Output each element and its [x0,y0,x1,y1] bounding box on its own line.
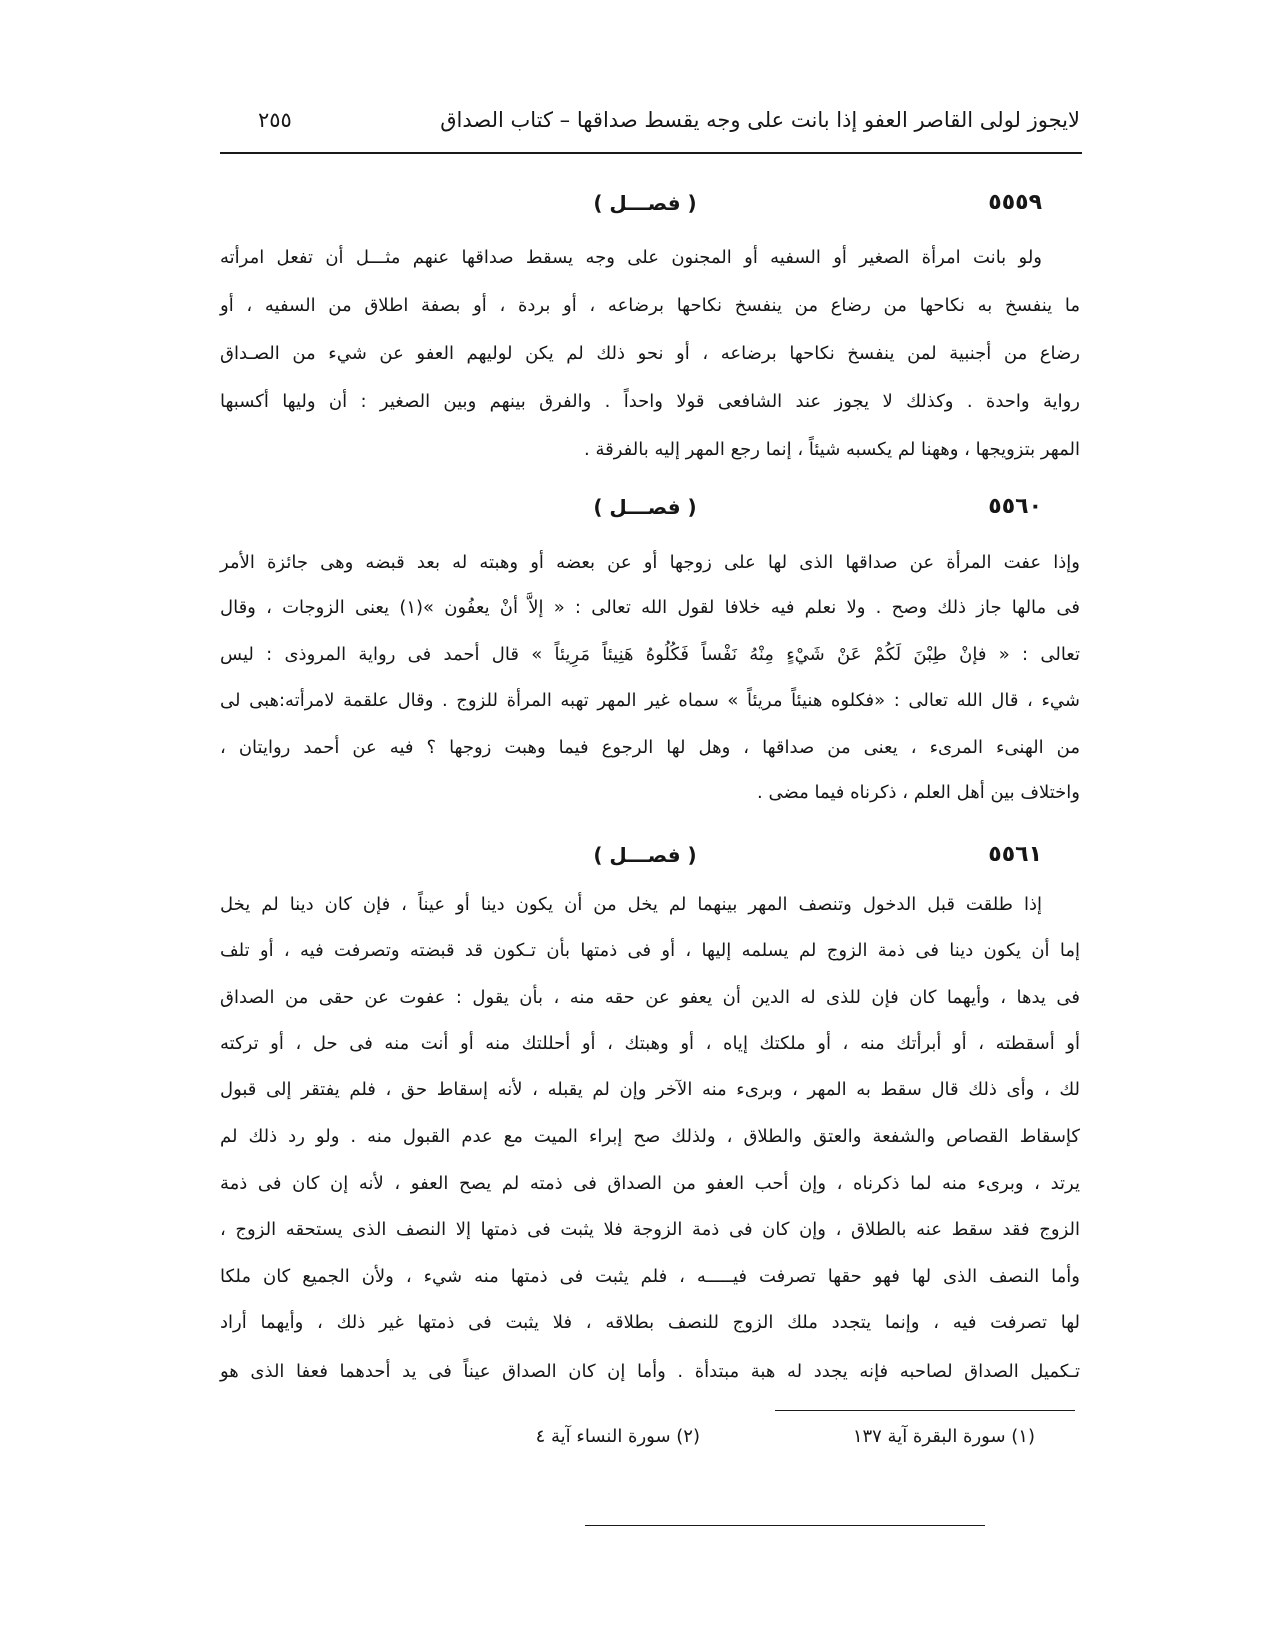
text-line: تـكميل الصداق لصاحبه فإنه يجدد له هبة مبتدأة . وأما إن كان الصداق عيناً فى يد أحدهما فعفا الذى هو [220,1361,1080,1382]
header-rule [220,152,1082,154]
text-line: وإذا عفت المرأة عن صداقها الذى لها على زوجها أو عن بعضه أو وهبته له بعد قبضه وهى جائزة الأمر [220,552,1080,573]
bottom-rule [585,1525,985,1526]
section-heading: ( فصـــل ) [593,843,697,867]
section-number: ٥٥٦٠ [988,494,1042,519]
text-line: يرتد ، وبرىء منه لما ذكرناه ، وإن أحب العفو من الصداق فى ذمته لم يصح العفو ، لأنه إن كان فى ذمة [220,1173,1080,1194]
text-line: المهر بتزويجها ، وههنا لم يكسبه شيئاً ، إنما رجع المهر إليه بالفرقة . [584,439,1080,460]
text-line: ولو بانت امرأة الصغير أو السفيه أو المجنون على وجه يسقط صداقها عنهم مثـــل أن تفعل امرأته [220,247,1042,268]
text-line: أو أسقطته ، أو أبرأتك منه ، أو ملكتك إياه ، أو وهبتك ، أو أحللتك منه أو أنت منه فى حل ، أو تركته [220,1033,1080,1054]
section-heading: ( فصـــل ) [593,495,697,519]
text-line: فى يدها ، وأيهما كان فإن للذى له الدين أن يعفو عن حقه منه ، بأن يقول : عفوت عن حقى من الصداق [220,987,1080,1008]
text-line: تعالى : « فإنْ طِبْنَ لَكُمْ عَنْ شَيْءٍ مِنْهُ نَفْساً فَكُلُوهُ هَنِيئاً مَرِيئاً » قال أحمد فى رواية المروذى : ليس [220,644,1080,665]
text-line: من الهنىء المرىء ، يعنى من صداقها ، وهل لها الرجوع فيما وهبت زوجها ؟ فيه عن أحمد روايتان ، [220,737,1080,758]
text-line: إما أن يكون دينا فى ذمة الزوج لم يسلمه إليها ، أو فى ذمتها بأن تـكون قد قبضته وتصرفت فيه ، أو تلف [220,940,1080,961]
footnote-rule [775,1410,1075,1411]
footnote-1: (١) سورة البقرة آية ١٣٧ [852,1426,1035,1447]
footnote-2: (٢) سورة النساء آية ٤ [535,1426,700,1447]
text-line: رواية واحدة . وكذلك لا يجوز عند الشافعى قولا واحداً . والفرق بينهم وبين الصغير : أن وليها أكسبها [220,391,1080,412]
section-number: ٥٥٦١ [988,842,1042,867]
page-number: ٢٥٥ [258,108,292,132]
section-heading: ( فصـــل ) [593,191,697,215]
text-line: واختلاف بين أهل العلم ، ذكرناه فيما مضى . [757,782,1080,803]
text-line: شيء ، قال الله تعالى : «فكلوه هنيئاً مريئاً » سماه غير المهر تهبه المرأة للزوج . وقال علقمة لامرأته:هبى لى [220,690,1080,711]
text-line: لك ، وأى ذلك قال سقط به المهر ، وبرىء منه الآخر وإن لم يقبله ، لأنه إسقاط حق ، فلم يفتقر إلى قبول [220,1079,1080,1100]
text-line: كإسقاط القصاص والشفعة والعتق والطلاق ، ولذلك صح إبراء الميت مع عدم القبول منه . ولو رد ذلك لم [220,1126,1080,1147]
text-line: ما ينفسخ به نكاحها من رضاع من ينفسخ نكاحها برضاعه ، أو بردة ، أو بصفة اطلاق من السفيه ، أو [220,295,1080,316]
text-line: لها تصرفت فيه ، وإنما يتجدد ملك الزوج للنصف بطلاقه ، فلا يثبت فى ذمتها غير ذلك ، وأيهما أراد [220,1312,1080,1333]
text-line: الزوج فقد سقط عنه بالطلاق ، وإن كان فى ذمة الزوجة فلا يثبت فى ذمتها إلا النصف الذى يستحقه الزوج ، [220,1219,1080,1240]
section-number: ٥٥٥٩ [988,190,1042,215]
text-line: وأما النصف الذى لها فهو حقها تصرفت فيـــــه ، فلم يثبت فى ذمتها منه شيء ، ولأن الجميع كان ملكا [220,1266,1080,1287]
text-line: إذا طلقت قبل الدخول وتنصف المهر بينهما لم يخل من أن يكون دينا أو عيناً ، فإن كان دينا لم يخل [220,894,1042,915]
running-header-title: لايجوز لولى القاصر العفو إذا بانت على وجه يقسط صداقها – كتاب الصداق [440,108,1080,132]
text-line: فى مالها جاز ذلك وصح . ولا نعلم فيه خلافا لقول الله تعالى : « إلاَّ أنْ يعفُون »(١) يعنى الزوجات ، وقال [220,597,1081,618]
text-line: رضاع من أجنبية لمن ينفسخ نكاحها برضاعه ، أو نحو ذلك لم يكن لوليهم العفو عن شيء من الصـداق [220,343,1080,364]
